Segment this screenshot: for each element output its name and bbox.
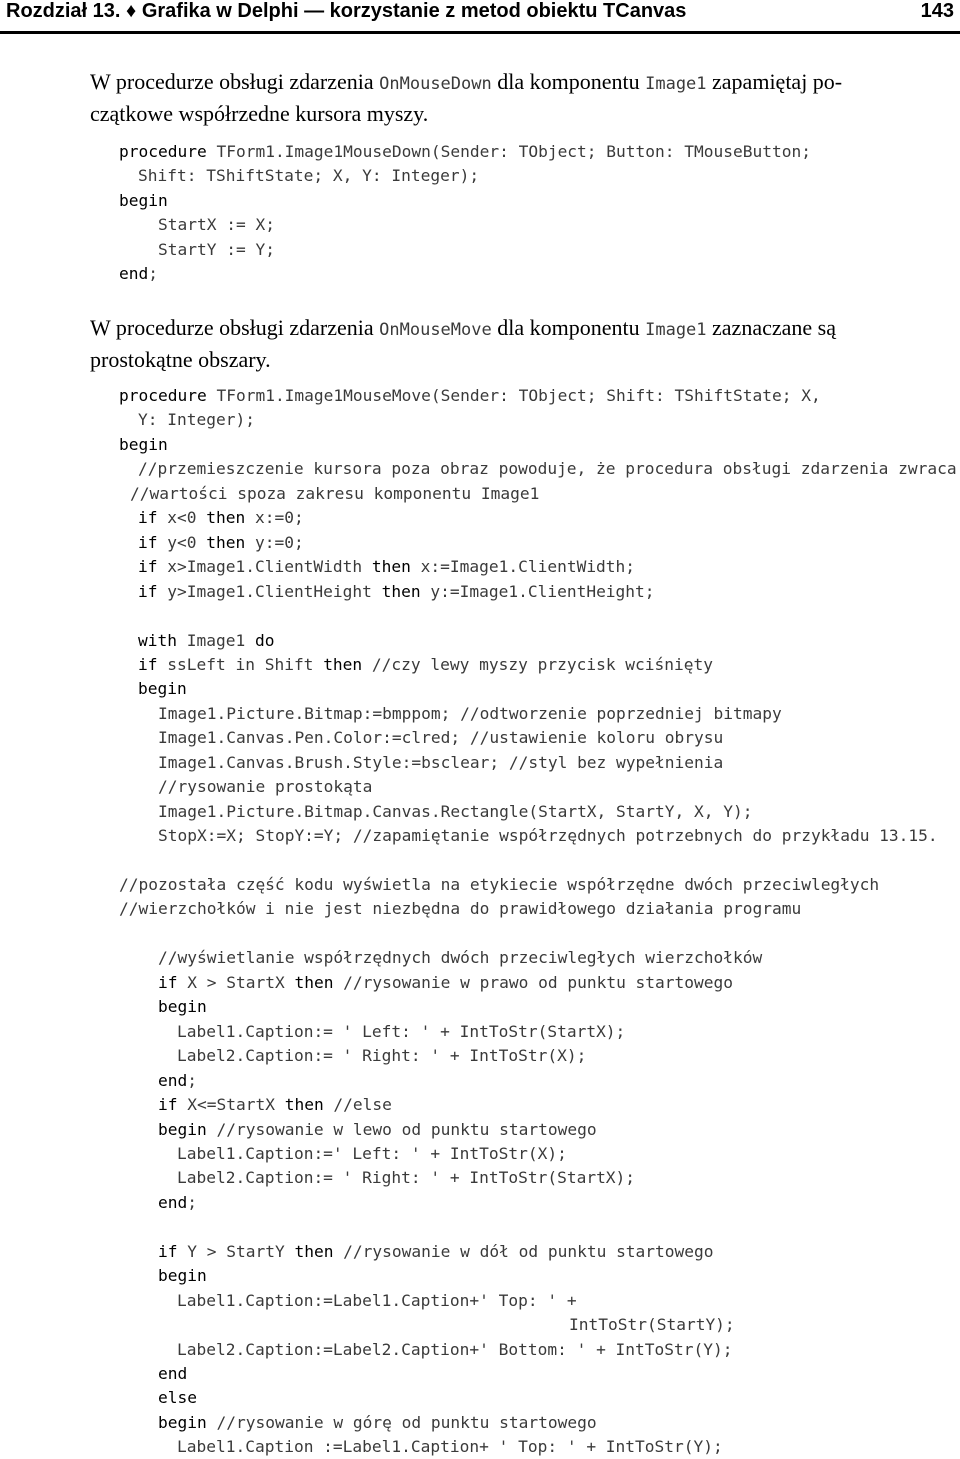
code-line [119,873,879,897]
code-text: IntToStr(StartY); [569,1315,735,1335]
code-text: //pozostała część kodu wyświetla na etykiecie współrzędne dwóch przeciwległych [119,875,880,894]
code-line [177,1166,635,1190]
code-line [158,1191,197,1215]
code-text: //wierzchołków i nie jest niezbędna do prawidłowego działania programu [119,899,802,919]
code-keyword: then [294,1241,334,1261]
code-line [119,262,158,286]
code-line [158,1411,597,1435]
code-line [177,1435,723,1459]
page-number: 143 [920,0,954,22]
code-keyword: end [158,1192,188,1212]
code-text: //wyświetlanie współrzędnych dwóch przeciwległych wierzchołków [158,948,763,968]
code-keyword: if [138,581,158,601]
code-keyword: if [138,532,158,552]
code-keyword: then [284,1095,324,1115]
code-text: ; [148,264,158,284]
code-keyword: begin [119,434,168,454]
code-line [138,677,187,701]
code-text: StartX := X; [158,215,275,235]
code-line [158,751,723,775]
code-text: Label1.Caption:=Label1.Caption+' Top: ' + [177,1290,577,1310]
code-keyword: end [158,1070,188,1090]
code-line [158,1069,197,1093]
code-text: TForm1.Image1MouseDown(Sender: TObject; Button: TMouseButton; [206,142,811,161]
code-text: y:=Image1.ClientHeight; [420,581,655,601]
code-text: ; [187,1070,197,1090]
code-line [138,580,655,604]
code-text: StartY := Y; [158,239,275,259]
code-keyword: procedure [119,142,207,161]
code-keyword: if [138,654,158,674]
code-text: Image1.Canvas.Pen.Color:=clred; //ustawienie koloru obrysu [158,728,724,748]
code-line [138,506,304,530]
code-keyword: with [138,630,177,650]
code-text: StopX:=X; StopY:=Y; //zapamiętanie współrzędnych potrzebnych do przykładu 13.15. [158,826,938,846]
event-name: OnMouseMove [379,320,492,340]
paragraph-mouse-move [90,313,956,374]
component-name: Image1 [645,74,707,94]
code-line [177,1044,586,1068]
code-line [177,1020,625,1044]
code-text: //else [323,1095,392,1115]
code-text: Label2.Caption:= ' Right: ' + IntToStr(X); [177,1046,587,1066]
header-rule [0,31,960,34]
code-keyword: begin [158,1119,207,1139]
code-text: //rysowanie w prawo od punktu startowego [333,972,734,992]
code-line [158,1240,714,1264]
code-keyword: end [158,1364,188,1383]
code-line [158,946,762,970]
paragraph-line: W procedurze obsługi zdarzenia OnMouseDown dla komponentu Image1 zapamiętaj po- [90,69,843,94]
code-keyword: then [323,654,363,674]
code-line [158,971,733,995]
code-text: x<0 [157,508,207,528]
code-text: X<=StartX [177,1095,285,1115]
code-line [158,1362,187,1386]
code-text: x:=Image1.ClientWidth; [410,557,636,577]
code-keyword: then [294,972,334,992]
code-keyword: then [206,532,246,552]
code-line [119,897,801,921]
code-text: Y: Integer); [138,410,255,430]
code-line [158,726,723,750]
code-text: ; [187,1192,197,1212]
code-line [119,140,811,164]
code-keyword: if [158,972,178,992]
code-text: Label2.Caption:= ' Right: ' + IntToStr(StartX); [177,1168,636,1188]
code-text: x>Image1.ClientWidth [157,557,372,577]
code-keyword: then [381,581,421,601]
code-text: //rysowanie prostokąta [158,777,373,797]
code-keyword: else [158,1388,197,1408]
code-text: Y > StartY [177,1241,295,1261]
code-text: Shift: TShiftState; X, Y: Integer); [138,166,480,186]
code-line [138,555,635,579]
paragraph-mouse-down [90,67,956,128]
code-text: x:=0; [245,508,304,528]
code-line [569,1313,735,1337]
code-text: //rysowanie w górę od punktu startowego [206,1412,597,1432]
code-keyword: do [254,630,275,650]
code-line [138,653,713,677]
chapter-label: Rozdział 13. [6,0,121,22]
code-line [158,213,275,237]
code-line [158,800,753,824]
code-text: Image1.Picture.Bitmap.Canvas.Rectangle(StartX, StartY, X, Y); [158,801,753,821]
code-text: y:=0; [245,532,304,552]
code-line [158,1264,207,1288]
code-text: //rysowanie w dół od punktu startowego [333,1241,714,1261]
paragraph-line: W procedurze obsługi zdarzenia OnMouseMove dla komponentu Image1 zaznaczane są [90,315,836,340]
code-line [158,995,207,1019]
chapter-title: Grafika w Delphi — korzystanie z metod obiektu TCanvas [141,0,687,22]
paragraph-line: prostokątne obszary. [90,347,271,372]
code-keyword: if [158,1241,178,1261]
code-text: Image1.Picture.Bitmap:=bmppom; //odtworzenie poprzedniej bitmapy [158,703,782,723]
code-text: Image1 [176,630,255,650]
code-text: //czy lewy myszy przycisk wciśnięty [362,654,714,674]
code-keyword: begin [138,679,187,699]
code-keyword: begin [158,1266,207,1286]
code-keyword: begin [158,1412,207,1432]
page-header [0,0,960,34]
code-text: Label1.Caption:= ' Left: ' + IntToStr(StartX); [177,1021,626,1041]
code-text: y>Image1.ClientHeight [157,581,382,601]
code-line [138,629,274,653]
code-line [158,702,782,726]
code-line [138,531,304,555]
code-keyword: begin [119,190,168,210]
code-line [177,1142,567,1166]
code-keyword: if [138,508,158,528]
event-name: OnMouseDown [379,74,492,94]
code-text: y<0 [157,532,207,552]
code-keyword: then [371,557,411,577]
code-keyword: if [138,557,158,577]
code-line [177,1289,577,1313]
code-text: //wartości spoza zakresu komponentu Image1 [130,483,540,503]
code-line [130,482,539,506]
code-line [177,1338,733,1362]
code-line [158,775,372,799]
paragraph-line: czątkowe współrzedne kursora myszy. [90,101,429,126]
code-text: ssLeft in Shift [157,654,324,674]
code-line [138,457,957,481]
code-keyword: then [206,508,246,528]
code-line [138,408,255,432]
code-line [119,433,168,457]
component-name: Image1 [645,320,707,340]
code-text: Label2.Caption:=Label2.Caption+' Bottom: ' + IntToStr(Y); [177,1339,733,1359]
code-keyword: procedure [119,386,207,405]
code-keyword: begin [158,997,207,1017]
code-line [119,189,168,213]
code-text: TForm1.Image1MouseMove(Sender: TObject; Shift: TShiftState; X, [206,386,821,405]
code-keyword: end [119,264,149,284]
code-keyword: if [158,1095,178,1115]
code-line [158,238,275,262]
code-text: //rysowanie w lewo od punktu startowego [206,1119,597,1139]
code-text: X > StartX [177,972,295,992]
code-line [158,1386,197,1410]
code-line [138,164,479,188]
diamond-icon: ♦ [126,0,137,22]
code-line [119,384,821,408]
code-line [158,1093,392,1117]
code-line [158,824,938,848]
code-text: Label1.Caption :=Label1.Caption+ ' Top: ' + IntToStr(Y); [177,1437,723,1457]
code-text: Label1.Caption:=' Left: ' + IntToStr(X); [177,1143,567,1163]
running-title [6,0,686,23]
code-line [158,1118,597,1142]
code-text: //przemieszczenie kursora poza obraz powoduje, że procedura obsługi zdarzenia zwraca [138,459,957,479]
code-text: Image1.Canvas.Brush.Style:=bsclear; //styl bez wypełnienia [158,752,724,772]
